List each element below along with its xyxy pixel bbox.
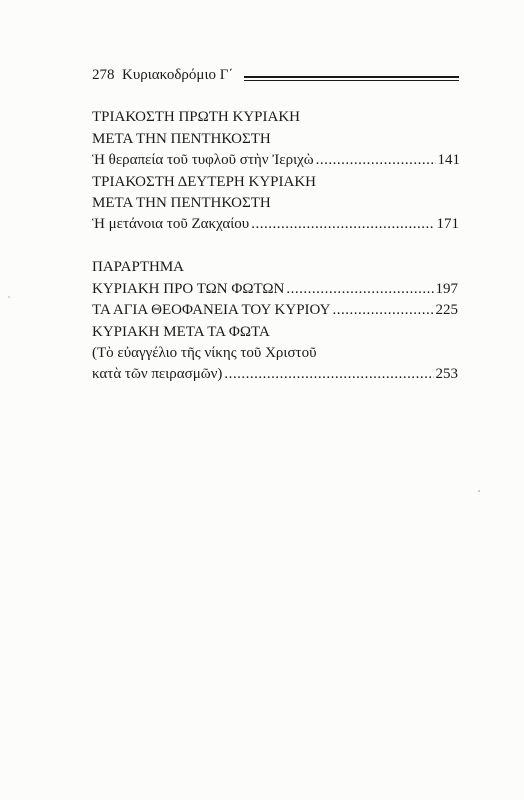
appendix-subheading: ΚΥΡΙΑΚΗ ΜΕΤΑ ΤΑ ΦΩΤΑ xyxy=(92,324,270,340)
dot-leader xyxy=(286,280,433,298)
book-title: Κυριακοδρόμιο Γ΄ xyxy=(122,67,234,83)
running-head xyxy=(92,66,462,90)
toc-entry-page: 225 xyxy=(435,302,458,318)
section-heading-line: ΜΕΤΑ ΤΗΝ ΠΕΝΤΗΚΟΣΤΗ xyxy=(92,195,271,211)
section-heading-line: ΤΡΙΑΚΟΣΤΗ ΠΡΩΤΗ ΚΥΡΙΑΚΗ xyxy=(92,109,301,125)
dot-leader xyxy=(332,301,433,319)
toc-entry[interactable] xyxy=(92,215,459,233)
dot-leader xyxy=(224,365,433,383)
toc-entry[interactable] xyxy=(92,151,460,169)
toc-entry[interactable] xyxy=(92,365,458,383)
dot-leader xyxy=(316,151,436,169)
toc-entry-page: 197 xyxy=(435,281,458,297)
toc-entry-title: ΤΑ ΑΓΙΑ ΘΕΟΦΑΝΕΙΑ ΤΟΥ ΚΥΡΙΟΥ xyxy=(92,302,331,318)
header-rule-thin xyxy=(244,80,459,81)
toc-entry-page: 253 xyxy=(435,366,458,382)
toc-entry[interactable] xyxy=(92,280,458,298)
appendix-subtitle: (Τὸ εὐαγγέλιο τῆς νίκης τοῦ Χριστοῦ xyxy=(92,345,317,361)
paper-speck xyxy=(478,490,480,492)
page-number: 278 xyxy=(92,67,115,83)
toc-entry-title: κατὰ τῶν πειρασμῶν) xyxy=(92,366,223,382)
appendix-heading: ΠΑΡΑΡΤΗΜΑ xyxy=(92,259,184,275)
section-heading-line: ΤΡΙΑΚΟΣΤΗ ΔΕΥΤΕΡΗ ΚΥΡΙΑΚΗ xyxy=(92,174,317,190)
toc-entry-title: ΚΥΡΙΑΚΗ ΠΡΟ ΤΩΝ ΦΩΤΩΝ xyxy=(92,281,285,297)
dot-leader xyxy=(251,215,434,233)
toc-entry-title: Ἡ μετάνοια τοῦ Ζακχαίου xyxy=(92,216,250,232)
section-heading-line: ΜΕΤΑ ΤΗΝ ΠΕΝΤΗΚΟΣΤΗ xyxy=(92,131,271,147)
header-rule-thick xyxy=(244,76,459,78)
toc-entry-page: 141 xyxy=(437,152,460,168)
toc-entry[interactable] xyxy=(92,301,458,319)
paper-speck xyxy=(8,296,10,298)
toc-entry-title: Ἡ θεραπεία τοῦ τυφλοῦ στὴν Ἰεριχὼ xyxy=(92,152,314,168)
toc-entry-page: 171 xyxy=(436,216,459,232)
